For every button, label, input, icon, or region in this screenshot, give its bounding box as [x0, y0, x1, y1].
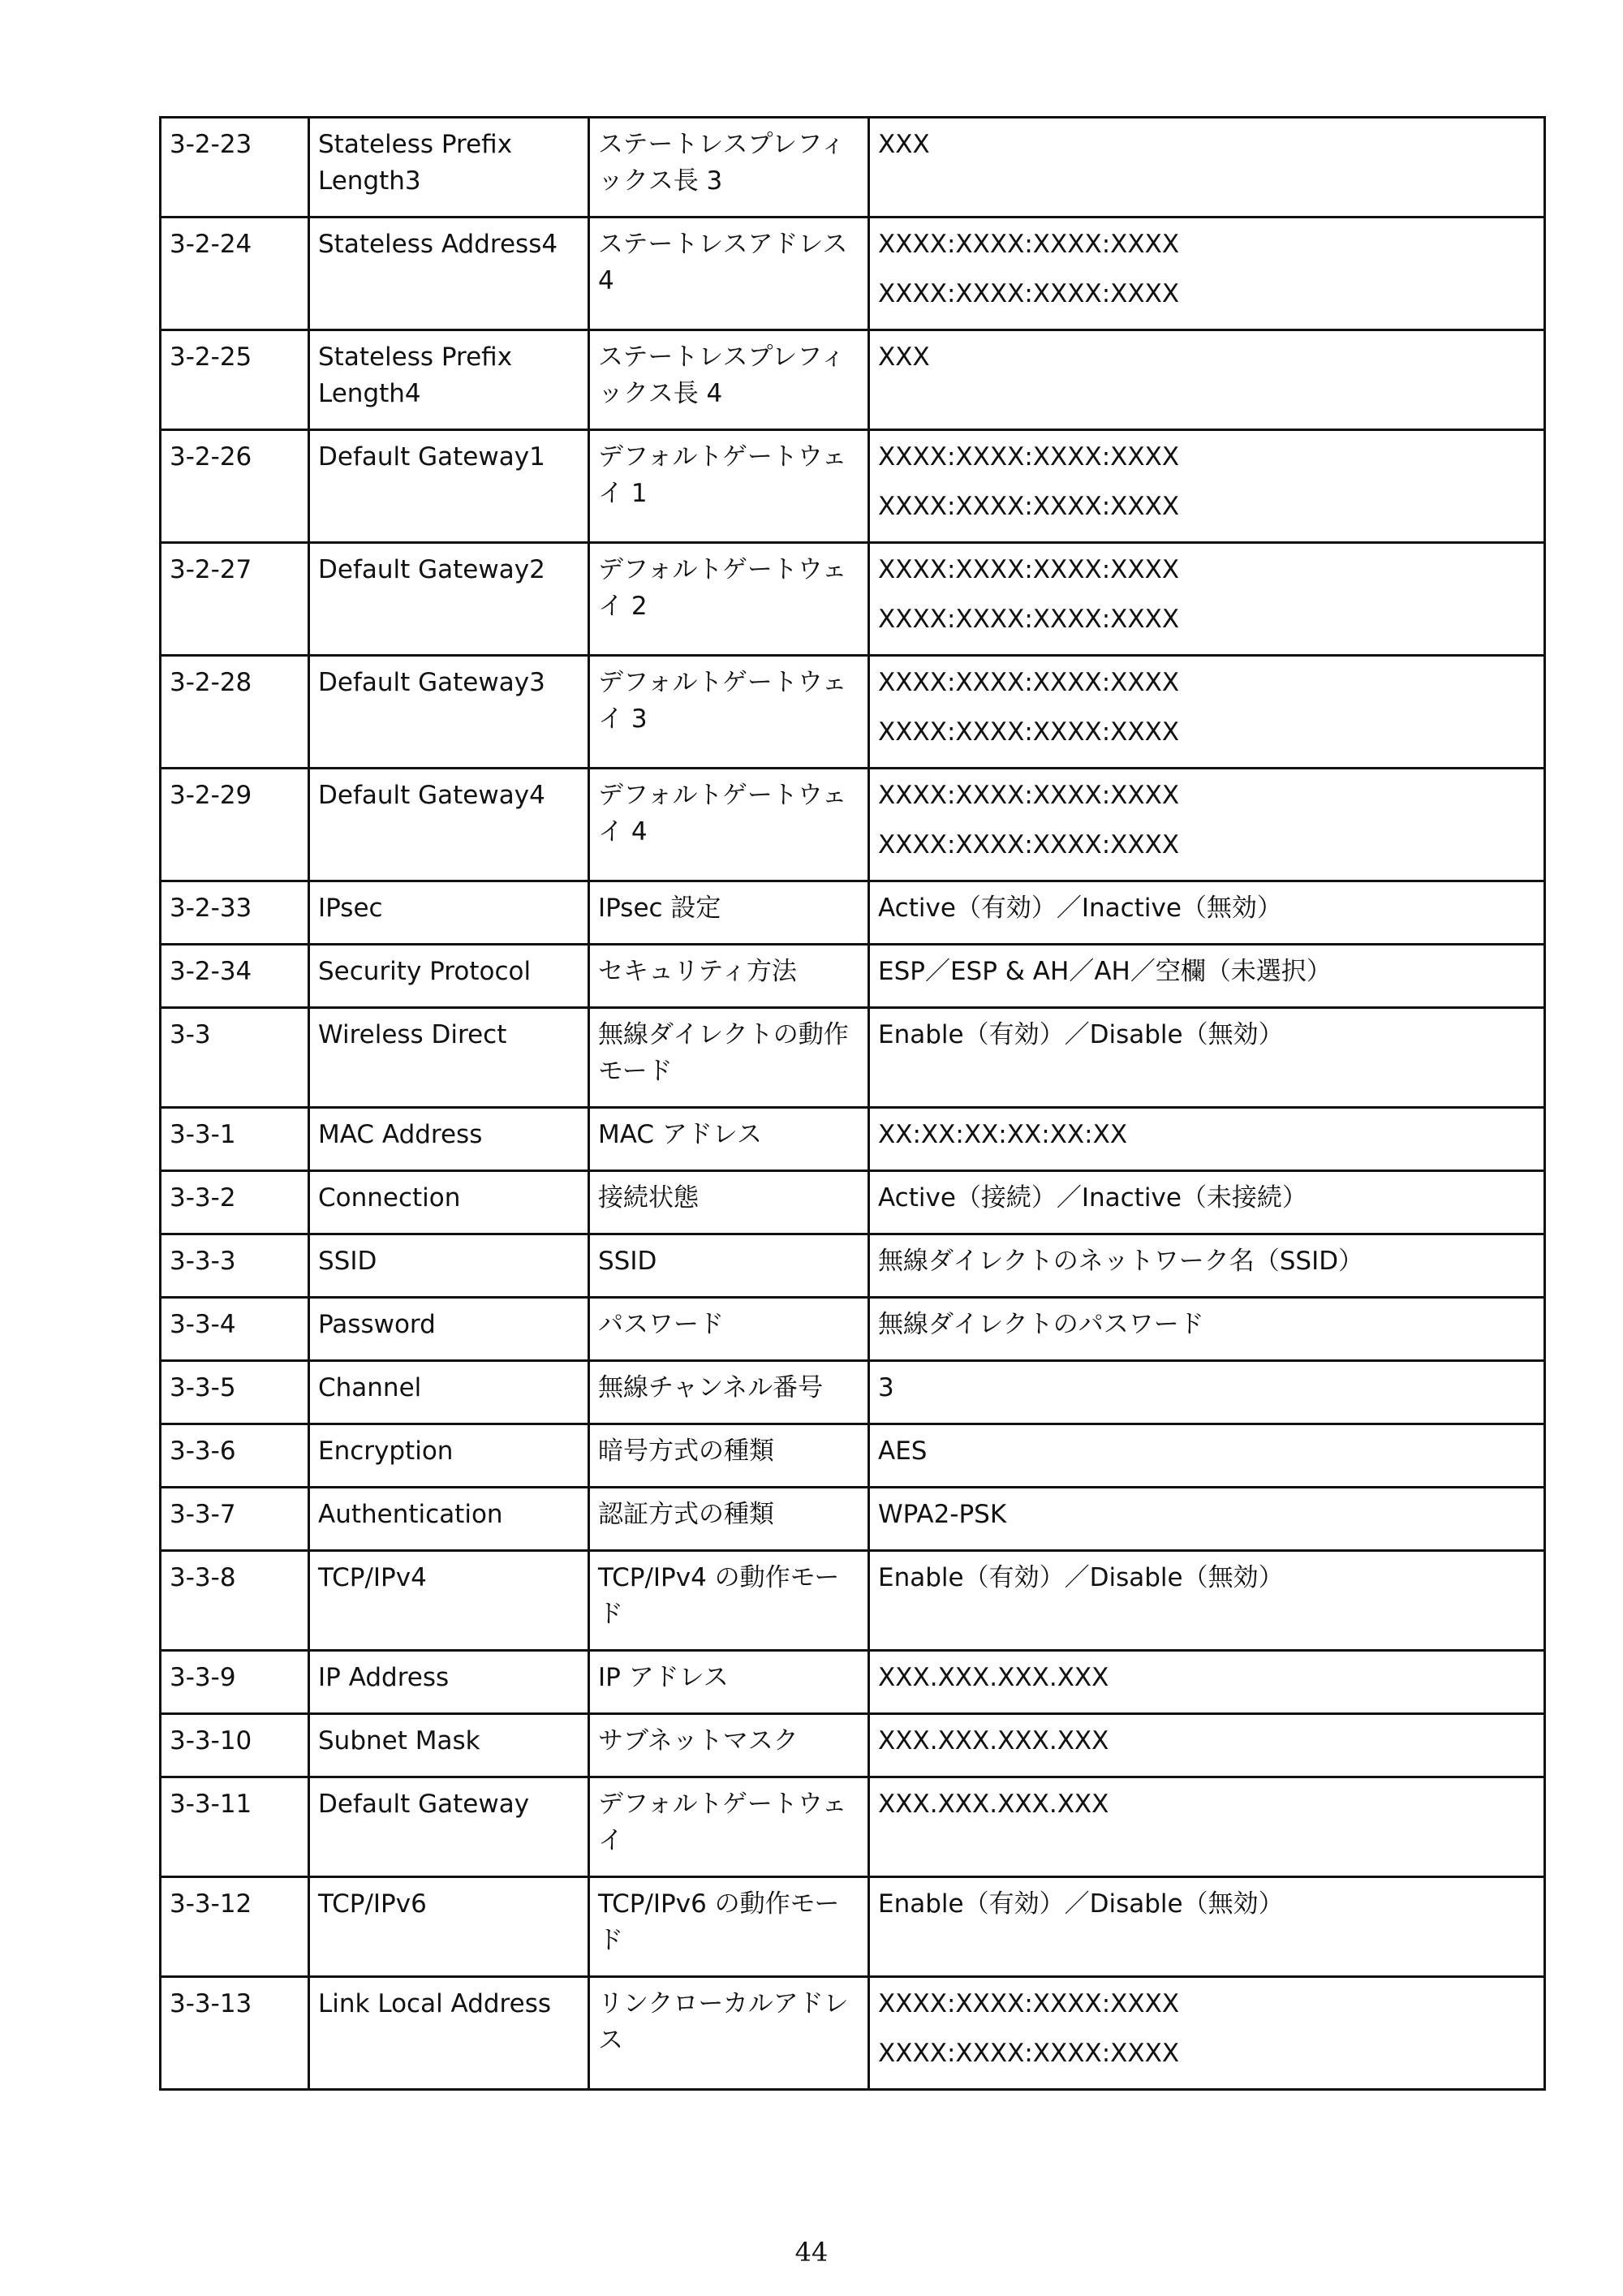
table-row: [161, 945, 1545, 1008]
item-japanese-cell: パスワード: [589, 1298, 869, 1361]
item-value-line: XXXX:XXXX:XXXX:XXXX: [878, 555, 1180, 584]
item-number-cell: 3-2-29: [161, 769, 309, 881]
table-row: [161, 118, 1545, 218]
table-row: [161, 1977, 1545, 2090]
item-value-cell: [869, 1008, 1545, 1108]
item-value-line: 無線ダイレクトのネットワーク名（SSID）: [878, 1247, 1364, 1276]
item-number-cell: 3-2-28: [161, 656, 309, 769]
table-row: [161, 1651, 1545, 1714]
item-value-line: XXXX:XXXX:XXXX:XXXX: [878, 830, 1180, 859]
item-japanese-cell: TCP/IPv4 の動作モード: [589, 1551, 869, 1651]
item-name-cell: IPsec: [309, 881, 589, 945]
table-row: [161, 543, 1545, 656]
item-japanese-cell: 暗号方式の種類: [589, 1424, 869, 1488]
item-japanese-cell: MAC アドレス: [589, 1108, 869, 1171]
item-japanese-cell: デフォルトゲートウェイ 2: [589, 543, 869, 656]
item-number-cell: 3-2-27: [161, 543, 309, 656]
item-japanese-cell: 認証方式の種類: [589, 1488, 869, 1551]
item-japanese-cell: 接続状態: [589, 1171, 869, 1234]
item-name-cell: Default Gateway: [309, 1777, 589, 1877]
settings-table: [159, 116, 1546, 2091]
item-value-line: AES: [878, 1437, 928, 1466]
item-japanese-cell: デフォルトゲートウェイ 1: [589, 430, 869, 543]
item-japanese-cell: IPsec 設定: [589, 881, 869, 945]
item-value-cell: [869, 118, 1545, 218]
item-value-line: ESP／ESP & AH／AH／空欄（未選択）: [878, 957, 1332, 986]
item-name-cell: Subnet Mask: [309, 1714, 589, 1777]
item-value-line: XXX: [878, 342, 930, 372]
table-row: [161, 881, 1545, 945]
item-value-line: XXXX:XXXX:XXXX:XXXX: [878, 668, 1180, 697]
item-name-cell: Authentication: [309, 1488, 589, 1551]
item-value-line: XXXX:XXXX:XXXX:XXXX: [878, 781, 1180, 810]
item-value-cell: [869, 1488, 1545, 1551]
item-value-cell: [869, 1714, 1545, 1777]
item-number-cell: 3-3-10: [161, 1714, 309, 1777]
table-row: [161, 1877, 1545, 1977]
item-value-line: Enable（有効）／Disable（無効）: [878, 1020, 1284, 1049]
table-row: [161, 1298, 1545, 1361]
item-japanese-cell: SSID: [589, 1234, 869, 1298]
item-value-cell: [869, 1234, 1545, 1298]
item-name-cell: Connection: [309, 1171, 589, 1234]
item-value-cell: [869, 543, 1545, 656]
item-japanese-cell: TCP/IPv6 の動作モード: [589, 1877, 869, 1977]
item-value-line: XXXX:XXXX:XXXX:XXXX: [878, 230, 1180, 259]
item-number-cell: 3-3-2: [161, 1171, 309, 1234]
item-value-line: XXXX:XXXX:XXXX:XXXX: [878, 492, 1180, 521]
item-value-line: XXXX:XXXX:XXXX:XXXX: [878, 442, 1180, 472]
table-row: [161, 1171, 1545, 1234]
table-row: [161, 656, 1545, 769]
item-number-cell: 3-2-25: [161, 330, 309, 430]
item-name-cell: Default Gateway3: [309, 656, 589, 769]
item-value-line: XXXX:XXXX:XXXX:XXXX: [878, 605, 1180, 634]
item-name-cell: Default Gateway1: [309, 430, 589, 543]
item-value-cell: [869, 218, 1545, 330]
item-number-cell: 3-3: [161, 1008, 309, 1108]
item-value-line: XXX: [878, 130, 930, 159]
item-number-cell: 3-2-26: [161, 430, 309, 543]
item-number-cell: 3-3-7: [161, 1488, 309, 1551]
item-japanese-cell: IP アドレス: [589, 1651, 869, 1714]
table-row: [161, 1424, 1545, 1488]
item-name-cell: Stateless Prefix Length4: [309, 330, 589, 430]
item-value-line: XXX.XXX.XXX.XXX: [878, 1663, 1109, 1692]
item-value-line: Enable（有効）／Disable（無効）: [878, 1889, 1284, 1919]
item-value-line: XXXX:XXXX:XXXX:XXXX: [878, 717, 1180, 747]
item-name-cell: Encryption: [309, 1424, 589, 1488]
item-japanese-cell: ステートレスプレフィックス長 3: [589, 118, 869, 218]
item-number-cell: 3-3-11: [161, 1777, 309, 1877]
table-row: [161, 330, 1545, 430]
item-number-cell: 3-3-9: [161, 1651, 309, 1714]
item-name-cell: Password: [309, 1298, 589, 1361]
table-row: [161, 1488, 1545, 1551]
item-name-cell: Default Gateway2: [309, 543, 589, 656]
item-value-cell: [869, 330, 1545, 430]
item-value-line: 無線ダイレクトのパスワード: [878, 1310, 1204, 1339]
table-row: [161, 218, 1545, 330]
item-name-cell: IP Address: [309, 1651, 589, 1714]
item-name-cell: TCP/IPv4: [309, 1551, 589, 1651]
item-number-cell: 3-3-12: [161, 1877, 309, 1977]
table-row: [161, 1361, 1545, 1424]
item-value-cell: [869, 1298, 1545, 1361]
table-row: [161, 1008, 1545, 1108]
item-value-cell: [869, 1877, 1545, 1977]
item-value-line: Enable（有効）／Disable（無効）: [878, 1563, 1284, 1592]
item-name-cell: Channel: [309, 1361, 589, 1424]
item-name-cell: SSID: [309, 1234, 589, 1298]
item-value-cell: [869, 430, 1545, 543]
item-name-cell: MAC Address: [309, 1108, 589, 1171]
item-value-cell: [869, 656, 1545, 769]
item-value-line: XXXX:XXXX:XXXX:XXXX: [878, 1989, 1180, 2018]
item-name-cell: Default Gateway4: [309, 769, 589, 881]
item-number-cell: 3-3-6: [161, 1424, 309, 1488]
item-number-cell: 3-3-3: [161, 1234, 309, 1298]
item-value-cell: [869, 1977, 1545, 2090]
item-number-cell: 3-2-23: [161, 118, 309, 218]
item-value-line: Active（有効）／Inactive（無効）: [878, 894, 1282, 923]
item-japanese-cell: デフォルトゲートウェイ 3: [589, 656, 869, 769]
item-japanese-cell: ステートレスプレフィックス長 4: [589, 330, 869, 430]
item-value-cell: [869, 1551, 1545, 1651]
item-value-line: XX:XX:XX:XX:XX:XX: [878, 1120, 1128, 1149]
table-row: [161, 1234, 1545, 1298]
item-japanese-cell: 無線チャンネル番号: [589, 1361, 869, 1424]
item-number-cell: 3-2-33: [161, 881, 309, 945]
item-japanese-cell: 無線ダイレクトの動作モード: [589, 1008, 869, 1108]
item-japanese-cell: ステートレスアドレス 4: [589, 218, 869, 330]
item-value-line: Active（接続）／Inactive（未接続）: [878, 1183, 1307, 1213]
item-value-cell: [869, 769, 1545, 881]
item-name-cell: Security Protocol: [309, 945, 589, 1008]
item-value-cell: [869, 1777, 1545, 1877]
item-name-cell: Stateless Address4: [309, 218, 589, 330]
item-value-line: XXX.XXX.XXX.XXX: [878, 1790, 1109, 1819]
item-value-cell: [869, 1651, 1545, 1714]
table-row: [161, 1108, 1545, 1171]
item-name-cell: TCP/IPv6: [309, 1877, 589, 1977]
item-name-cell: Wireless Direct: [309, 1008, 589, 1108]
item-japanese-cell: デフォルトゲートウェイ 4: [589, 769, 869, 881]
item-number-cell: 3-3-5: [161, 1361, 309, 1424]
item-japanese-cell: サブネットマスク: [589, 1714, 869, 1777]
item-name-cell: Stateless Prefix Length3: [309, 118, 589, 218]
table-row: [161, 430, 1545, 543]
settings-table-body: [161, 118, 1545, 2090]
table-row: [161, 1714, 1545, 1777]
item-number-cell: 3-3-4: [161, 1298, 309, 1361]
item-japanese-cell: デフォルトゲートウェイ: [589, 1777, 869, 1877]
item-value-cell: [869, 1171, 1545, 1234]
table-row: [161, 769, 1545, 881]
item-value-line: WPA2-PSK: [878, 1500, 1007, 1529]
item-value-line: XXXX:XXXX:XXXX:XXXX: [878, 2039, 1180, 2068]
item-value-line: 3: [878, 1373, 894, 1402]
item-value-line: XXXX:XXXX:XXXX:XXXX: [878, 279, 1180, 308]
item-number-cell: 3-3-1: [161, 1108, 309, 1171]
item-number-cell: 3-2-24: [161, 218, 309, 330]
table-row: [161, 1777, 1545, 1877]
item-japanese-cell: セキュリティ方法: [589, 945, 869, 1008]
item-name-cell: Link Local Address: [309, 1977, 589, 2090]
item-value-line: XXX.XXX.XXX.XXX: [878, 1726, 1109, 1755]
item-japanese-cell: リンクローカルアドレス: [589, 1977, 869, 2090]
table-row: [161, 1551, 1545, 1651]
item-value-cell: [869, 1361, 1545, 1424]
item-value-cell: [869, 881, 1545, 945]
page-number: 44: [794, 2237, 829, 2268]
item-value-cell: [869, 1108, 1545, 1171]
item-value-cell: [869, 945, 1545, 1008]
item-number-cell: 3-2-34: [161, 945, 309, 1008]
item-value-cell: [869, 1424, 1545, 1488]
item-number-cell: 3-3-8: [161, 1551, 309, 1651]
item-number-cell: 3-3-13: [161, 1977, 309, 2090]
